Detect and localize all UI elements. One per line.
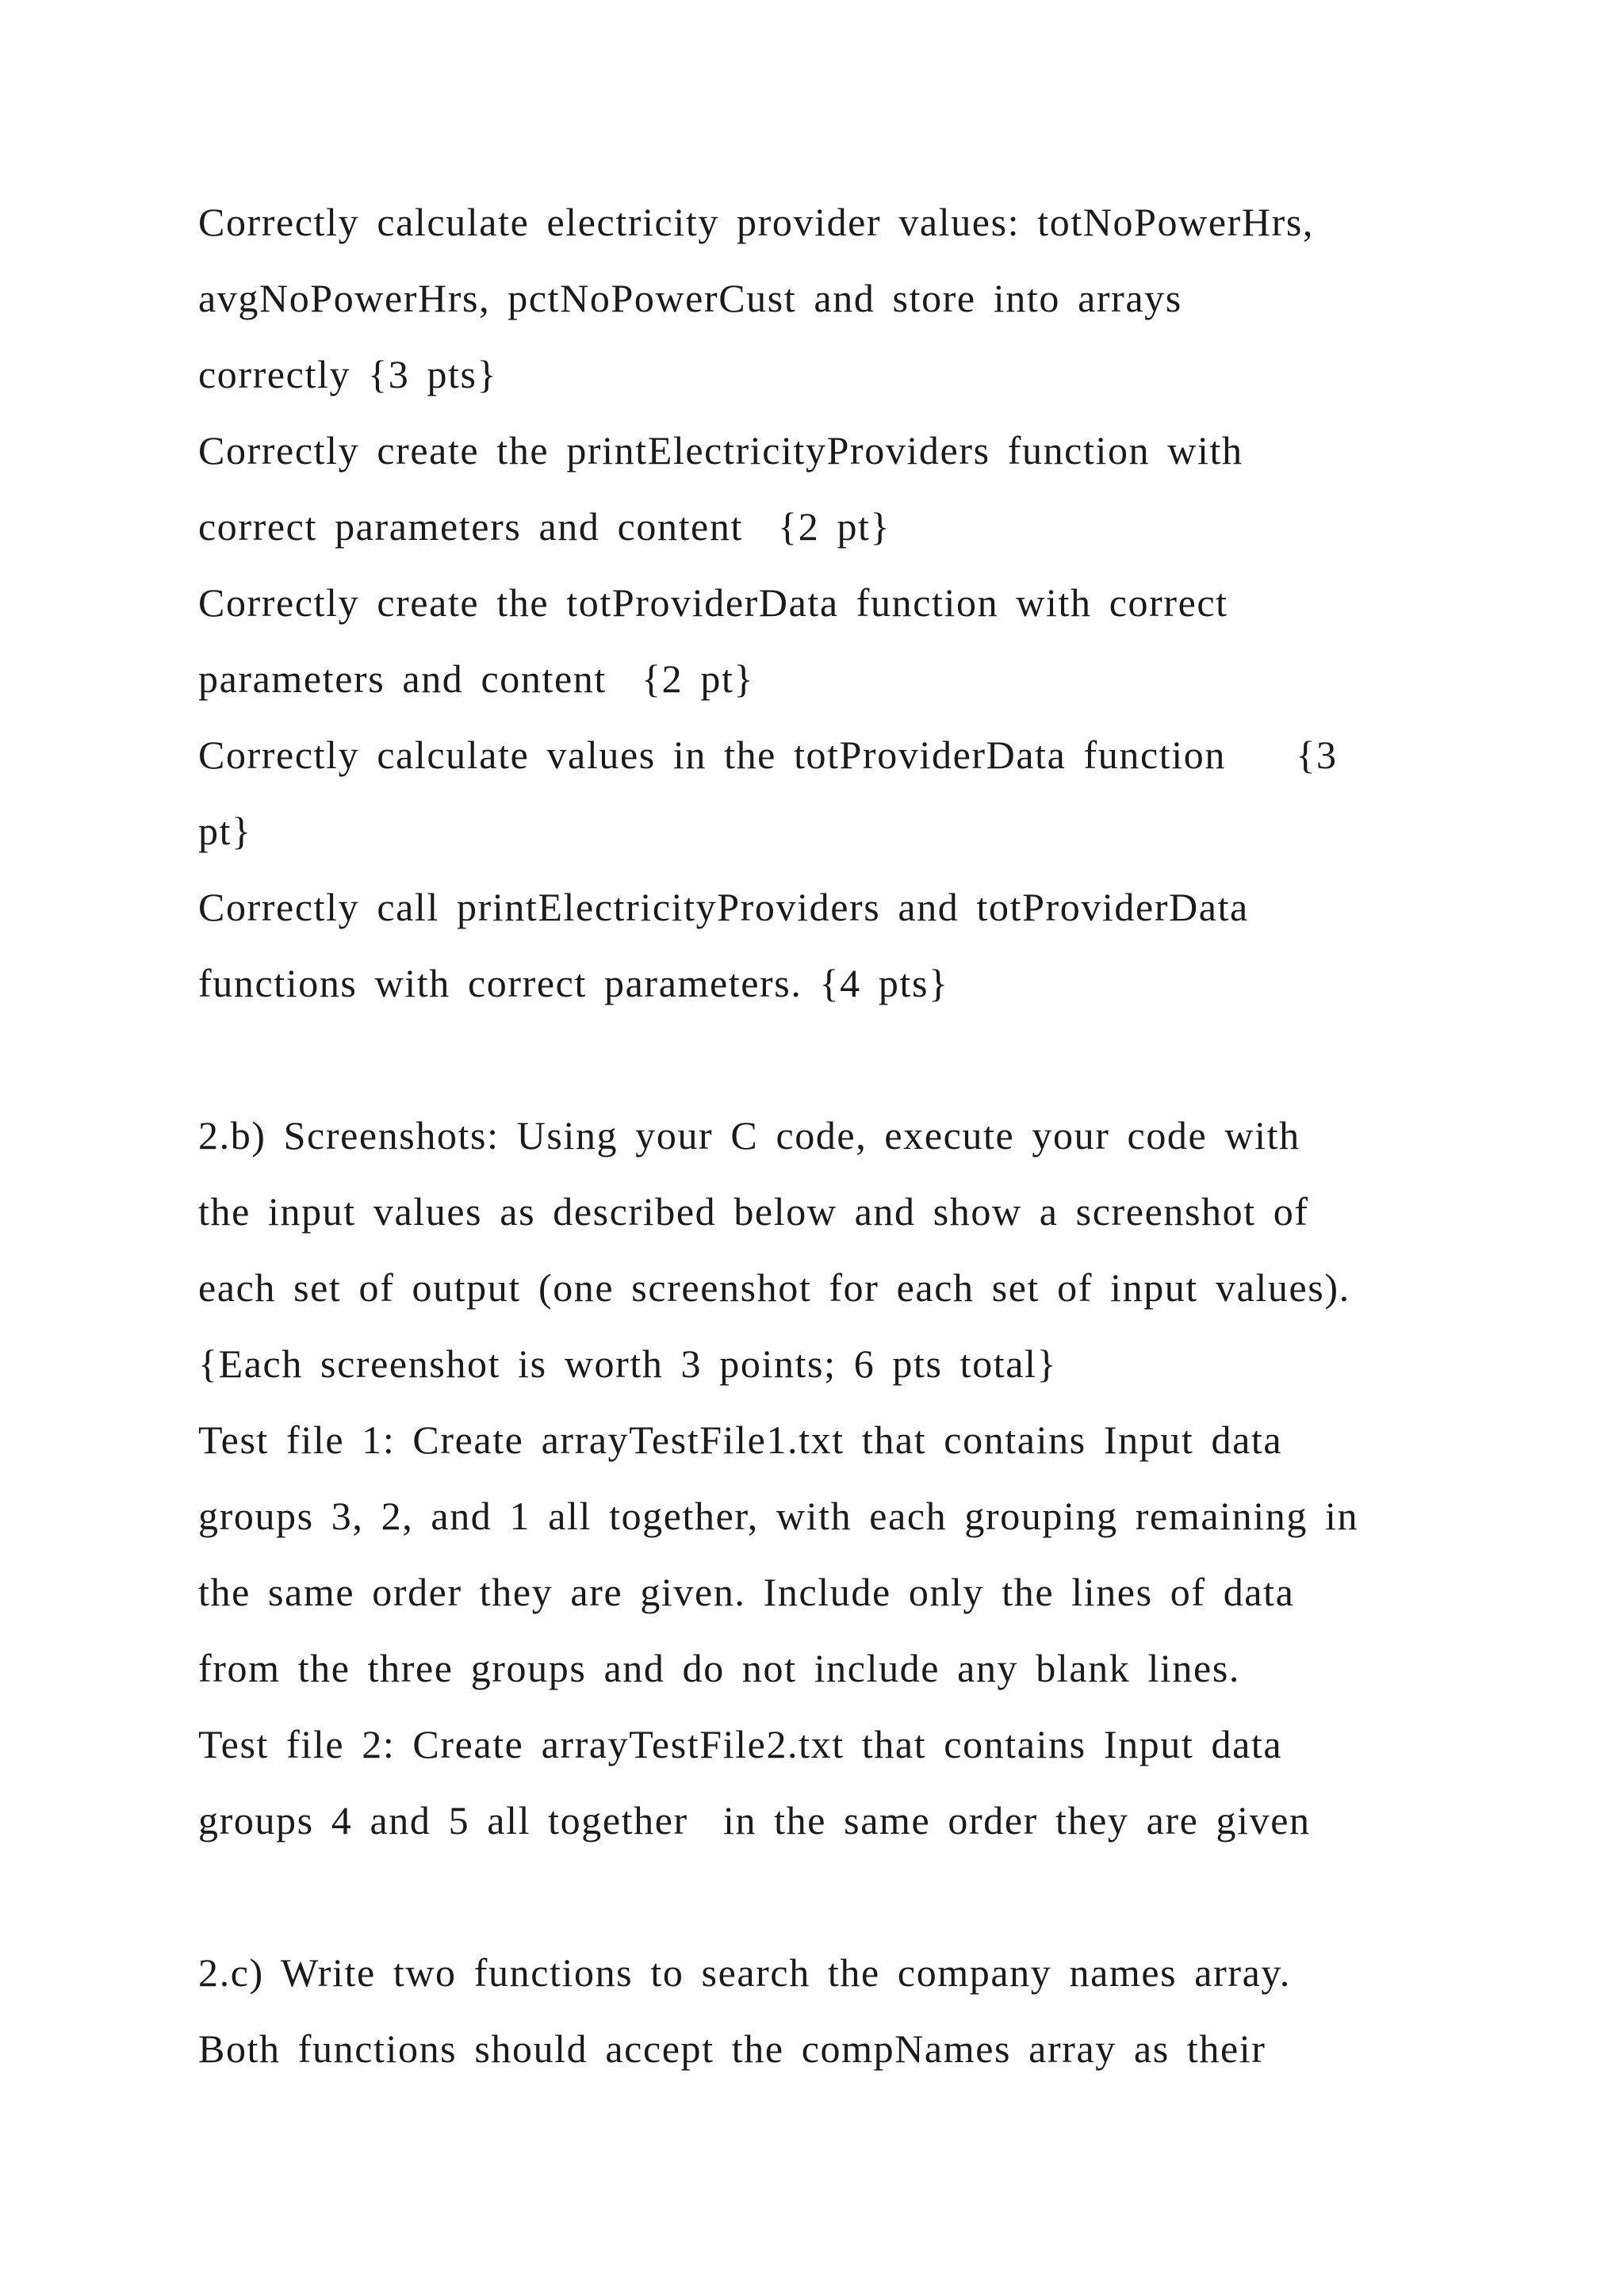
rubric-line: functions with correct parameters. {4 pts} <box>198 961 949 1005</box>
rubric-line: Correctly calculate values in the totProviderData function {3 <box>198 733 1338 777</box>
section-2c-line: Both functions should accept the compNames array as their <box>198 2026 1266 2071</box>
rubric-line: avgNoPowerHrs, pctNoPowerCust and store into arrays <box>198 276 1182 320</box>
section-2b-line: the same order they are given. Include only the lines of data <box>198 1570 1295 1614</box>
section-2b-line: each set of output (one screenshot for each set of input values). <box>198 1265 1350 1310</box>
section-2b-line: the input values as described below and show a screenshot of <box>198 1189 1309 1234</box>
rubric-line: Correctly create the totProviderData function with correct <box>198 580 1228 625</box>
rubric-line: pt} <box>198 809 252 853</box>
section-2b <box>198 1097 1507 1858</box>
rubric-line: correctly {3 pts} <box>198 352 498 396</box>
paragraph-gap <box>198 1021 1507 1097</box>
document-body <box>198 184 1507 2087</box>
rubric-line: Correctly create the printElectricityProviders function with <box>198 428 1243 473</box>
rubric-line: correct parameters and content {2 pt} <box>198 504 891 549</box>
section-2b-line: groups 3, 2, and 1 all together, with each grouping remaining in <box>198 1494 1359 1538</box>
section-2b-line: Test file 1: Create arrayTestFile1.txt that contains Input data <box>198 1418 1283 1462</box>
section-2b-line: {Each screenshot is worth 3 points; 6 pts total} <box>198 1341 1058 1386</box>
section-2b-line: 2.b) Screenshots: Using your C code, execute your code with <box>198 1113 1300 1158</box>
section-2b-line: Test file 2: Create arrayTestFile2.txt that contains Input data <box>198 1722 1283 1766</box>
rubric-section <box>198 184 1507 1021</box>
section-2c-line: 2.c) Write two functions to search the company names array. <box>198 1950 1291 1995</box>
rubric-line: Correctly call printElectricityProviders and totProviderData <box>198 885 1249 929</box>
section-2c <box>198 1934 1507 2087</box>
section-2b-line: groups 4 and 5 all together in the same order they are given <box>198 1798 1311 1843</box>
rubric-line: Correctly calculate electricity provider values: totNoPowerHrs, <box>198 200 1315 244</box>
rubric-line: parameters and content {2 pt} <box>198 656 755 701</box>
paragraph-gap <box>198 1858 1507 1934</box>
section-2b-line: from the three groups and do not include any blank lines. <box>198 1646 1240 1690</box>
